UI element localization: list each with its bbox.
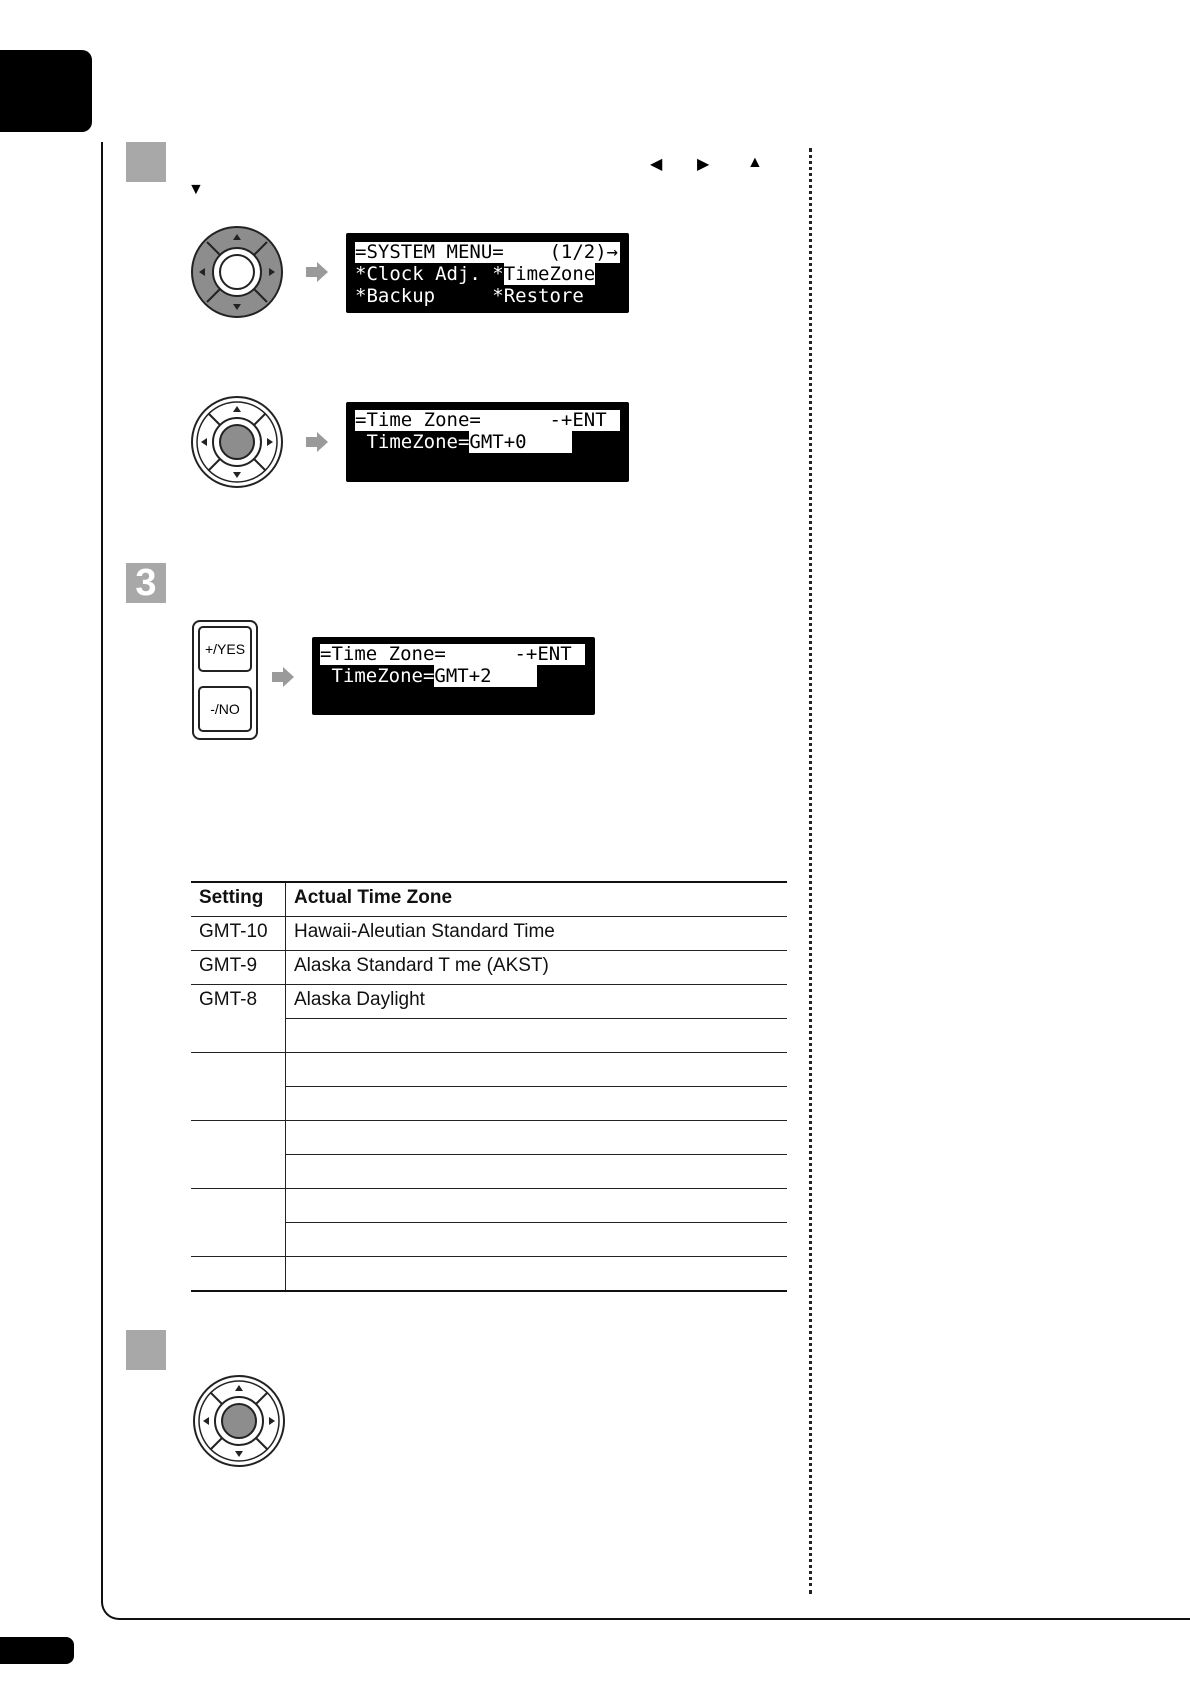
lcd-line-2 [320, 666, 537, 687]
table-cell-empty [286, 1019, 788, 1053]
table-cell-empty [191, 1053, 286, 1121]
column-divider [809, 148, 812, 1594]
lcd-text: TimeZone= [320, 665, 435, 687]
table-cell-time-zone: Alaska Daylight [286, 985, 788, 1019]
table-row [191, 1053, 787, 1087]
time-zone-table [191, 881, 787, 1292]
table-row [191, 951, 787, 985]
yes-button: +/YES [198, 626, 252, 672]
step-2-marker [126, 142, 166, 182]
cursor-left-icon: ◀ [650, 156, 663, 173]
lcd-value-highlight: GMT+0 [469, 431, 573, 453]
lcd-line-1: =SYSTEM MENU= (1/2)→ [355, 241, 619, 263]
page-number-tab [0, 1637, 74, 1664]
table-cell-empty [286, 1053, 788, 1087]
table-header-actual-time-zone: Actual Time Zone [286, 882, 788, 917]
table-cell-empty [286, 1155, 788, 1189]
lcd-line-2 [355, 432, 572, 453]
table-cell-empty [286, 1189, 788, 1223]
table-row [191, 917, 787, 951]
table-row [191, 1257, 787, 1292]
lcd-display-system-menu [346, 233, 629, 313]
table-header-row [191, 882, 787, 917]
cursor-right-icon: ▶ [697, 156, 710, 173]
cursor-up-icon: ▲ [747, 154, 763, 171]
lcd-value-highlight: GMT+2 [434, 665, 538, 687]
table-cell-setting: GMT-10 [191, 917, 286, 951]
table-cell-empty [191, 1257, 286, 1292]
lcd-line-3: *Backup *Restore [355, 285, 584, 307]
navigation-pad-icon [192, 1374, 286, 1468]
table-cell-setting: GMT-9 [191, 951, 286, 985]
table-row [191, 1189, 787, 1223]
table-cell-empty [286, 1121, 788, 1155]
lcd-line-2 [355, 264, 595, 285]
step-3-marker: 3 [126, 563, 166, 603]
table-cell-empty [191, 1189, 286, 1257]
lcd-cursor-highlight: TimeZone [503, 263, 596, 285]
no-button: -/NO [198, 686, 252, 732]
right-arrow-icon [306, 432, 328, 452]
table-row [191, 985, 787, 1019]
lcd-line-1: =Time Zone= -+ENT [320, 644, 585, 665]
right-arrow-icon [306, 262, 328, 282]
table-cell-empty [191, 1121, 286, 1189]
table-cell-empty [286, 1223, 788, 1257]
yes-no-buttons [192, 620, 258, 740]
table-cell-empty [286, 1257, 788, 1292]
table-cell-setting: GMT-8 [191, 985, 286, 1053]
table-cell-empty [286, 1087, 788, 1121]
navigation-pad-icon [190, 225, 284, 319]
cursor-down-icon: ▼ [188, 181, 204, 198]
lcd-text: TimeZone= [355, 431, 470, 453]
table-header-setting: Setting [191, 882, 286, 917]
lcd-display-time-zone [346, 402, 629, 482]
lcd-text: * [492, 263, 504, 285]
table-row [191, 1121, 787, 1155]
right-arrow-icon [272, 667, 294, 687]
lcd-display-time-zone-changed [312, 637, 595, 715]
navigation-pad-icon [190, 395, 284, 489]
step-4-marker [126, 1330, 166, 1370]
table-cell-time-zone: Hawaii-Aleutian Standard Time [286, 917, 788, 951]
lcd-line-1: =Time Zone= -+ENT [355, 410, 620, 431]
chapter-tab [0, 50, 92, 132]
lcd-text: *Clock Adj. [355, 263, 493, 285]
table-cell-time-zone: Alaska Standard T me (AKST) [286, 951, 788, 985]
